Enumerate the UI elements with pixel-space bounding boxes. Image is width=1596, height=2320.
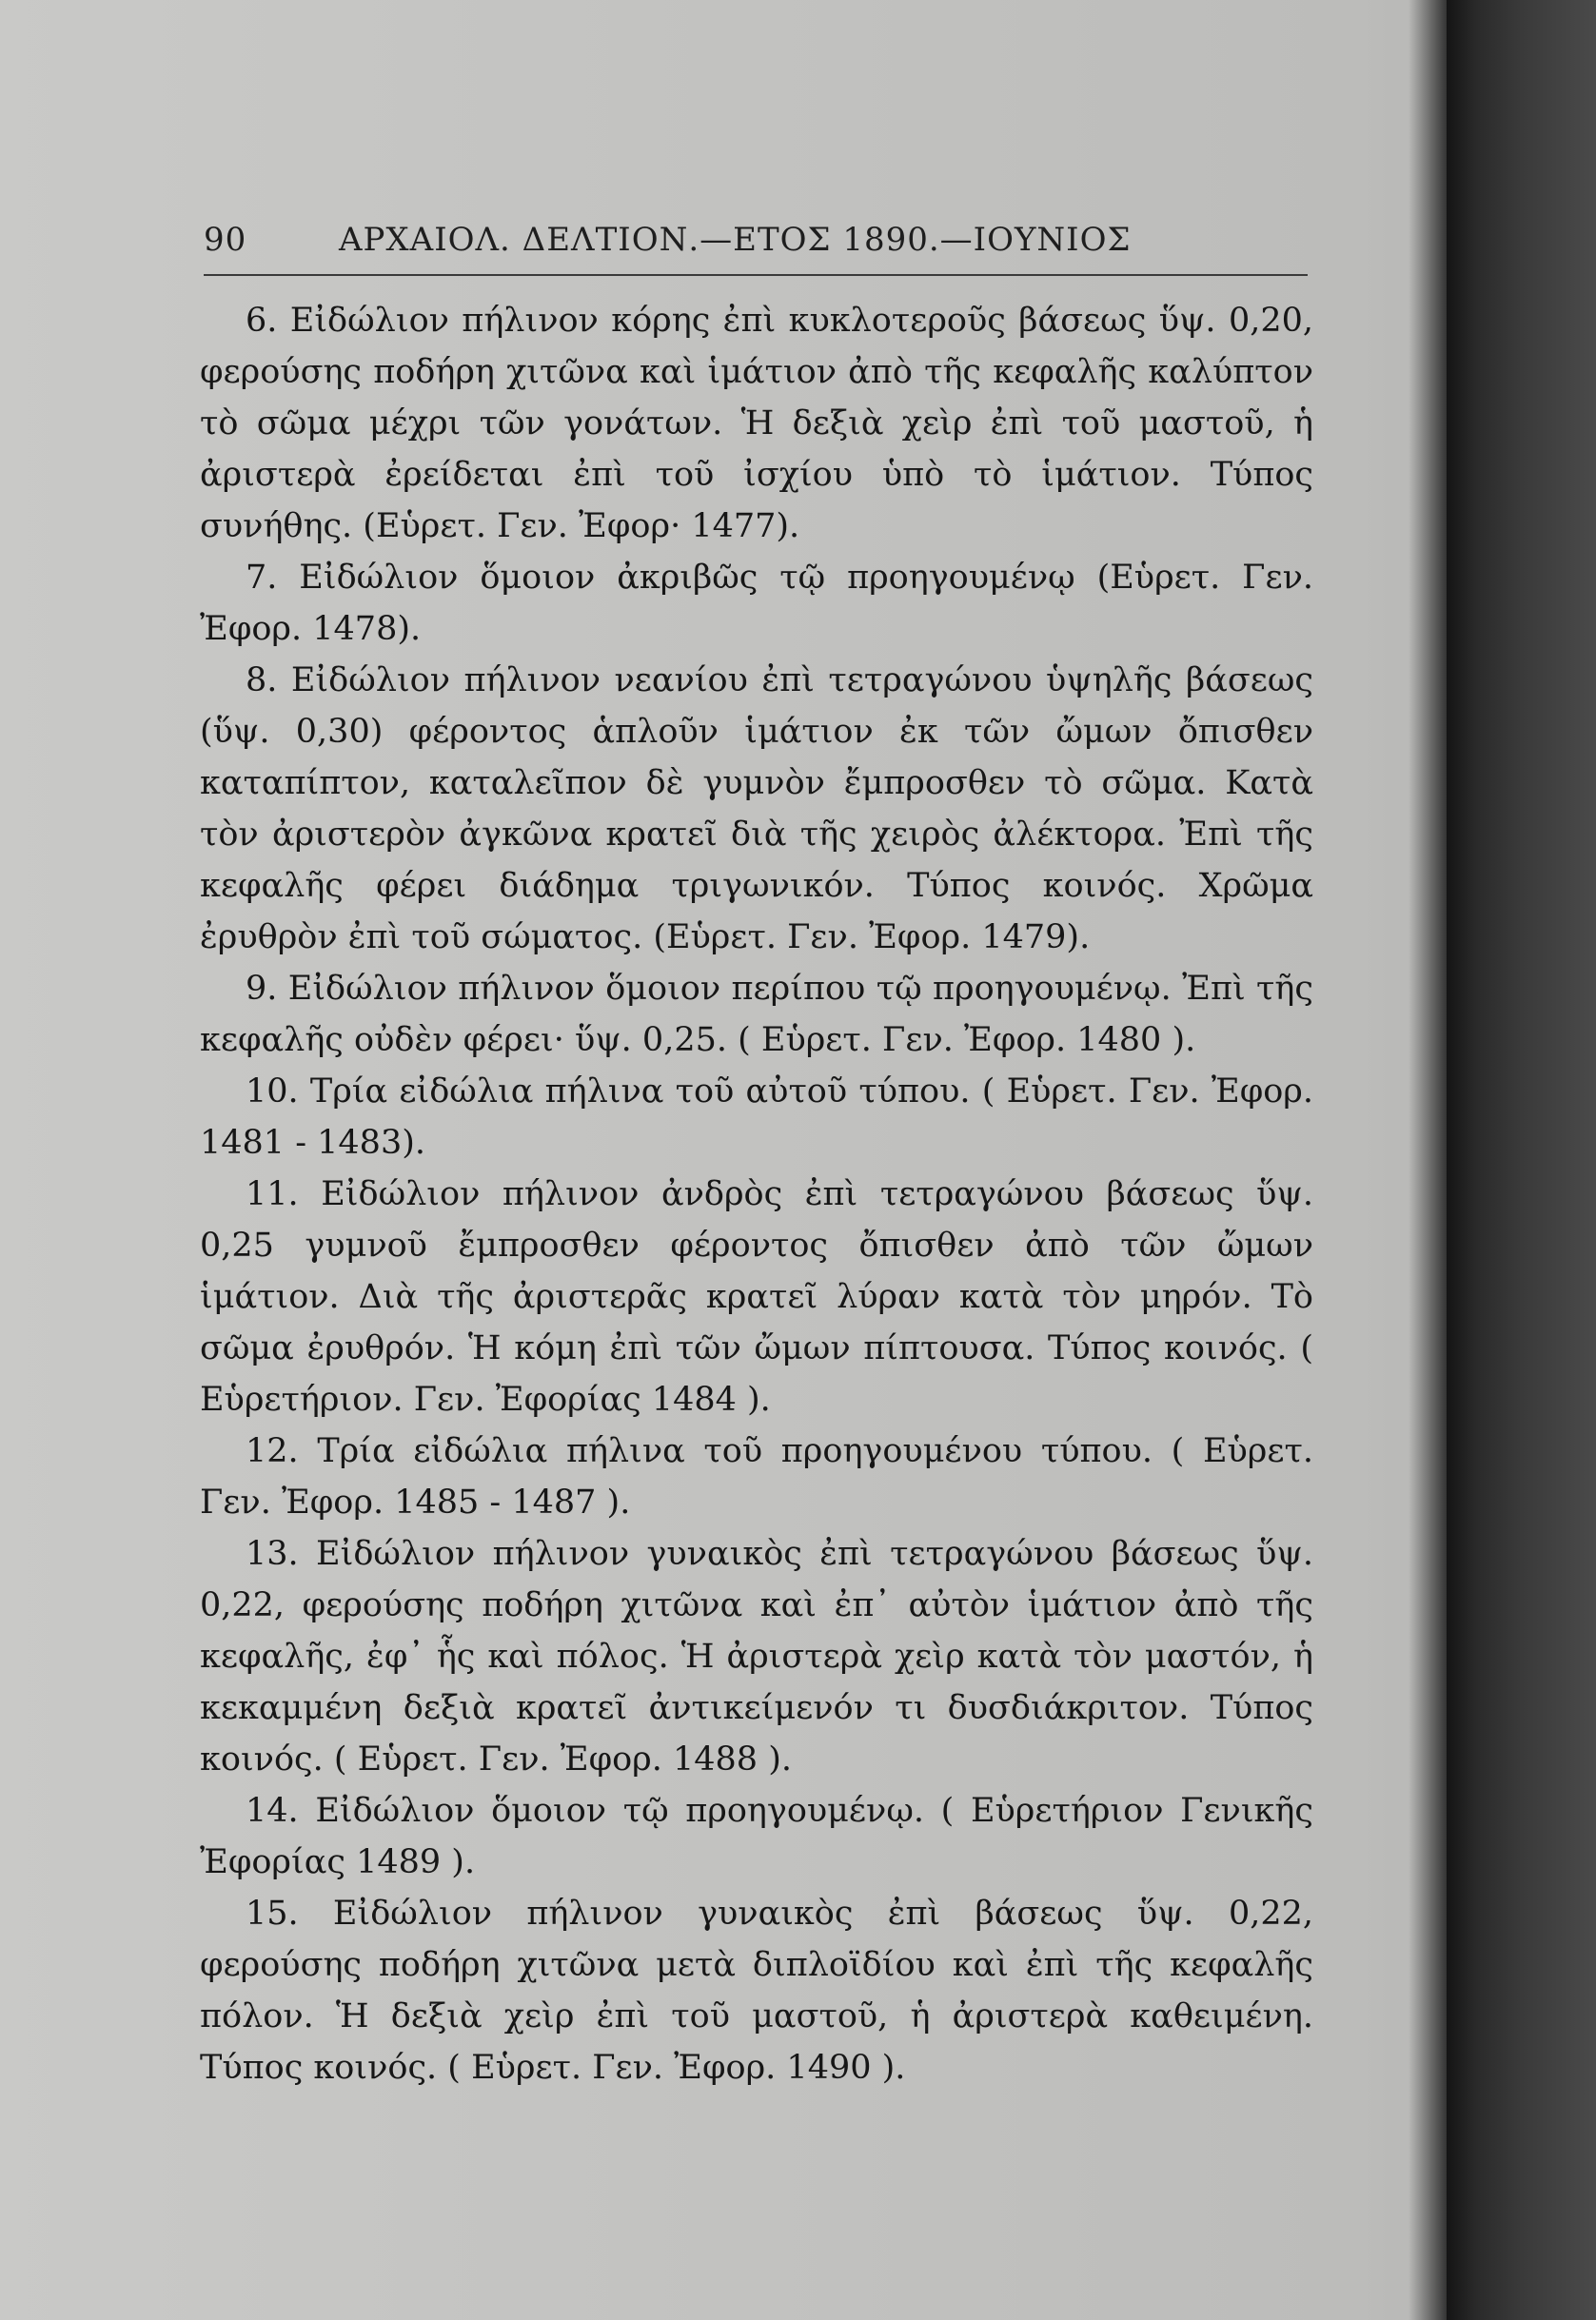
catalogue-text — [200, 295, 1313, 2094]
running-title: ΑΡΧΑΙΟΛ. ΔΕΛΤΙΟΝ.—ΕΤΟΣ 1890.—ΙΟΥΝΙΟΣ — [339, 221, 1132, 259]
running-header — [204, 221, 1308, 263]
binding-shadow — [1409, 0, 1447, 2320]
book-binding — [1447, 0, 1596, 2320]
entry-7: 7. Εἰδώλιον ὅμοιον ἀκριβῶς τῷ προηγουμένῳ (Εὑρετ. Γεν. Ἐφορ. 1478). — [200, 559, 1313, 648]
entry-6: 6. Εἰδώλιον πήλινον κόρης ἐπὶ κυκλοτεροῦς βάσεως ὕψ. 0,20, φερούσης ποδήρη χιτῶνα καὶ ἱμάτιον ἀπὸ τῆς κεφαλῆς καλύπτον τὸ σῶμα μέχρι τῶν γονάτων. Ἡ δεξιὰ χεὶρ ἐπὶ τοῦ μαστοῦ, ἡ ἀριστερὰ ἐρείδεται ἐπὶ τοῦ ἰσχίου ὑπὸ τὸ ἱμάτιον. Τύπος συνήθης. (Εὑρετ. Γεν. Ἐφορ· 1477). — [200, 302, 1313, 545]
header-rule — [204, 274, 1308, 276]
entry-10: 10. Τρία εἰδώλια πήλινα τοῦ αὐτοῦ τύπου. ( Εὑρετ. Γεν. Ἐφορ. 1481 - 1483). — [200, 1072, 1313, 1162]
entry-8: 8. Εἰδώλιον πήλινον νεανίου ἐπὶ τετραγώνου ὑψηλῆς βάσεως (ὕψ. 0,30) φέροντος ἁπλοῦν ἱμάτιον ἐκ τῶν ὤμων ὄπισθεν καταπίπτον, καταλεῖπον δὲ γυμνὸν ἔμπροσθεν τὸ σῶμα. Κατὰ τὸν ἀριστερὸν ἀγκῶνα κρατεῖ διὰ τῆς χειρὸς ἀλέκτορα. Ἐπὶ τῆς κεφαλῆς φέρει διάδημα τριγωνικόν. Τύπος κοινός. Χρῶμα ἐρυθρὸν ἐπὶ τοῦ σώματος. (Εὑρετ. Γεν. Ἐφορ. 1479). — [200, 661, 1313, 956]
entry-13: 13. Εἰδώλιον πήλινον γυναικὸς ἐπὶ τετραγώνου βάσεως ὕψ. 0,22, φερούσης ποδήρη χιτῶνα καὶ ἐπ᾽ αὐτὸν ἱμάτιον ἀπὸ τῆς κεφαλῆς, ἐφ᾽ ἧς καὶ πόλος. Ἡ ἀριστερὰ χεὶρ κατὰ τὸν μαστόν, ἡ κεκαμμένη δεξιὰ κρατεῖ ἀντικείμενόν τι δυσδιάκριτον. Τύπος κοινός. ( Εὑρετ. Γεν. Ἐφορ. 1488 ). — [200, 1535, 1313, 1779]
entry-14: 14. Εἰδώλιον ὅμοιον τῷ προηγουμένῳ. ( Εὑρετήριον Γενικῆς Ἐφορίας 1489 ). — [200, 1792, 1313, 1881]
page-number: 90 — [204, 221, 247, 259]
entry-11: 11. Εἰδώλιον πήλινον ἀνδρὸς ἐπὶ τετραγώνου βάσεως ὕψ. 0,25 γυμνοῦ ἔμπροσθεν φέροντος ὄπισθεν ἀπὸ τῶν ὤμων ἱμάτιον. Διὰ τῆς ἀριστερᾶς κρατεῖ λύραν κατὰ τὸν μηρόν. Τὸ σῶμα ἐρυθρόν. Ἡ κόμη ἐπὶ τῶν ὤμων πίπτουσα. Τύπος κοινός. ( Εὑρετήριον. Γεν. Ἐφορίας 1484 ). — [200, 1175, 1313, 1419]
entry-12: 12. Τρία εἰδώλια πήλινα τοῦ προηγουμένου τύπου. ( Εὑρετ. Γεν. Ἐφορ. 1485 - 1487 ). — [200, 1432, 1313, 1522]
entry-9: 9. Εἰδώλιον πήλινον ὅμοιον περίπου τῷ προηγουμένῳ. Ἐπὶ τῆς κεφαλῆς οὐδὲν φέρει· ὕψ. 0,25. ( Εὑρετ. Γεν. Ἐφορ. 1480 ). — [200, 970, 1313, 1059]
entry-15: 15. Εἰδώλιον πήλινον γυναικὸς ἐπὶ βάσεως ὕψ. 0,22, φερούσης ποδήρη χιτῶνα μετὰ διπλοϊδίου καὶ ἐπὶ τῆς κεφαλῆς πόλον. Ἡ δεξιὰ χεὶρ ἐπὶ τοῦ μαστοῦ, ἡ ἀριστερὰ καθειμένη. Τύπος κοινός. ( Εὑρετ. Γεν. Ἐφορ. 1490 ). — [200, 1895, 1313, 2087]
